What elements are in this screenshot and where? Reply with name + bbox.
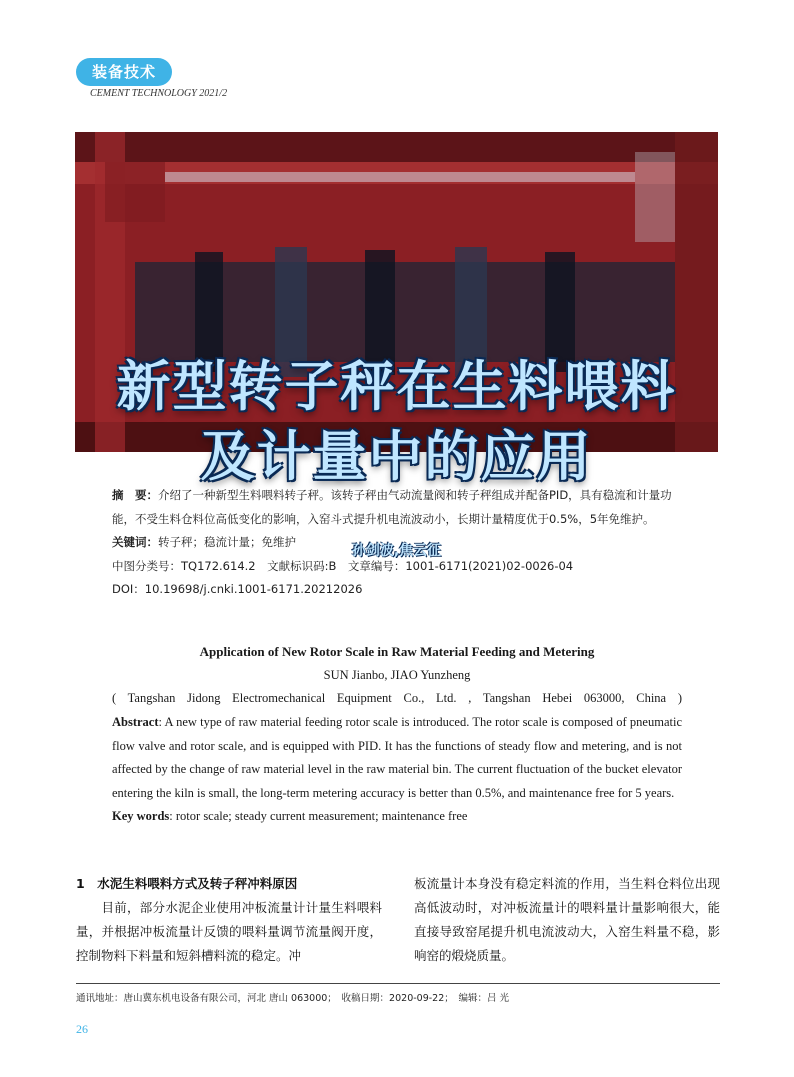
english-keywords — [112, 805, 682, 829]
english-abstract — [112, 711, 682, 805]
english-authors: SUN Jianbo, JIAO Yunzheng — [323, 668, 471, 682]
english-title: Application of New Rotor Scale in Raw Material Feeding and Metering — [199, 644, 595, 659]
english-keywords-label: Key words — [112, 809, 170, 823]
english-abstract-block — [112, 711, 682, 829]
classification-line: 中图分类号：TQ172.614.2 文献标识码:B 文章编号：1001-6171(2021)02-0026-04 — [112, 558, 574, 573]
body-column-right — [414, 872, 720, 968]
abstract-label: 摘 要： — [112, 488, 158, 502]
footnote-divider — [76, 983, 720, 984]
keywords-label: 关键词： — [112, 535, 158, 549]
abstract-text: 介绍了一种新型生料喂料转子秤。该转子秤由气动流量阀和转子秤组成并配备PID，具有稳流和计量功能，不受生料仓料位高低变化的影响，入窑斗式提升机电流波动小，长期计量精度优于0.5%，5年免维护。 — [112, 488, 672, 526]
keywords-text: 转子秤；稳流计量；免维护 — [158, 535, 296, 549]
footnote: 通讯地址：唐山冀东机电设备有限公司，河北 唐山 063000； 收稿日期：2020-09-22； 编辑：吕 光 — [76, 993, 510, 1004]
body-paragraph-left: 目前，部分水泥企业使用冲板流量计计量生料喂料量，并根据冲板流量计反馈的喂料量调节流量阀开度，控制物料下料量和短斜槽料流的稳定。冲 — [76, 900, 382, 963]
article-authors: 孙剑波,焦云征 — [351, 543, 442, 559]
chinese-keywords — [112, 531, 682, 555]
journal-running-head: CEMENT TECHNOLOGY 2021/2 — [90, 88, 228, 99]
body-paragraph-right: 板流量计本身没有稳定料流的作用，当生料仓料位出现高低波动时，对冲板流量计的喂料量计量影响很大，能直接导致窑尾提升机电流波动大，入窑生料量不稳，影响窑的煅烧质量。 — [414, 876, 720, 963]
section-1-heading: 1 水泥生料喂料方式及转子秤冲料原因 — [76, 876, 298, 891]
chinese-abstract-block — [112, 484, 682, 602]
english-keywords-text: : rotor scale; steady current measurement; maintenance free — [169, 809, 468, 823]
section-tag: 装备技术 — [76, 58, 172, 86]
chinese-abstract — [112, 484, 682, 531]
article-title-line-1: 新型转子秤在生料喂料 — [116, 355, 677, 418]
doi-line: DOI：10.19698/j.cnki.1001-6171.20212026 — [112, 582, 363, 596]
english-affiliation: ( Tangshan Jidong Electromechanical Equipment Co., Ltd. , Tangshan Hebei 063000, China ) — [112, 691, 682, 705]
page-number: 26 — [76, 1022, 88, 1036]
english-abstract-label: Abstract — [112, 715, 159, 729]
english-abstract-text: : A new type of raw material feeding rotor scale is introduced. The rotor scale is composed of pneumatic flow valve and rotor scale, and is equipped with PID. It has the functions of steady flow and metering, and is not affected by the change of raw material level in the raw material bin. The current fluctuation of the bucket elevator entering the kiln is small, the long-term metering accuracy is better than 0.5%, and maintenance free for 5 years. — [112, 715, 682, 800]
body-column-left — [76, 872, 382, 968]
article-title-line-2: 及计量中的应用 — [200, 425, 593, 488]
